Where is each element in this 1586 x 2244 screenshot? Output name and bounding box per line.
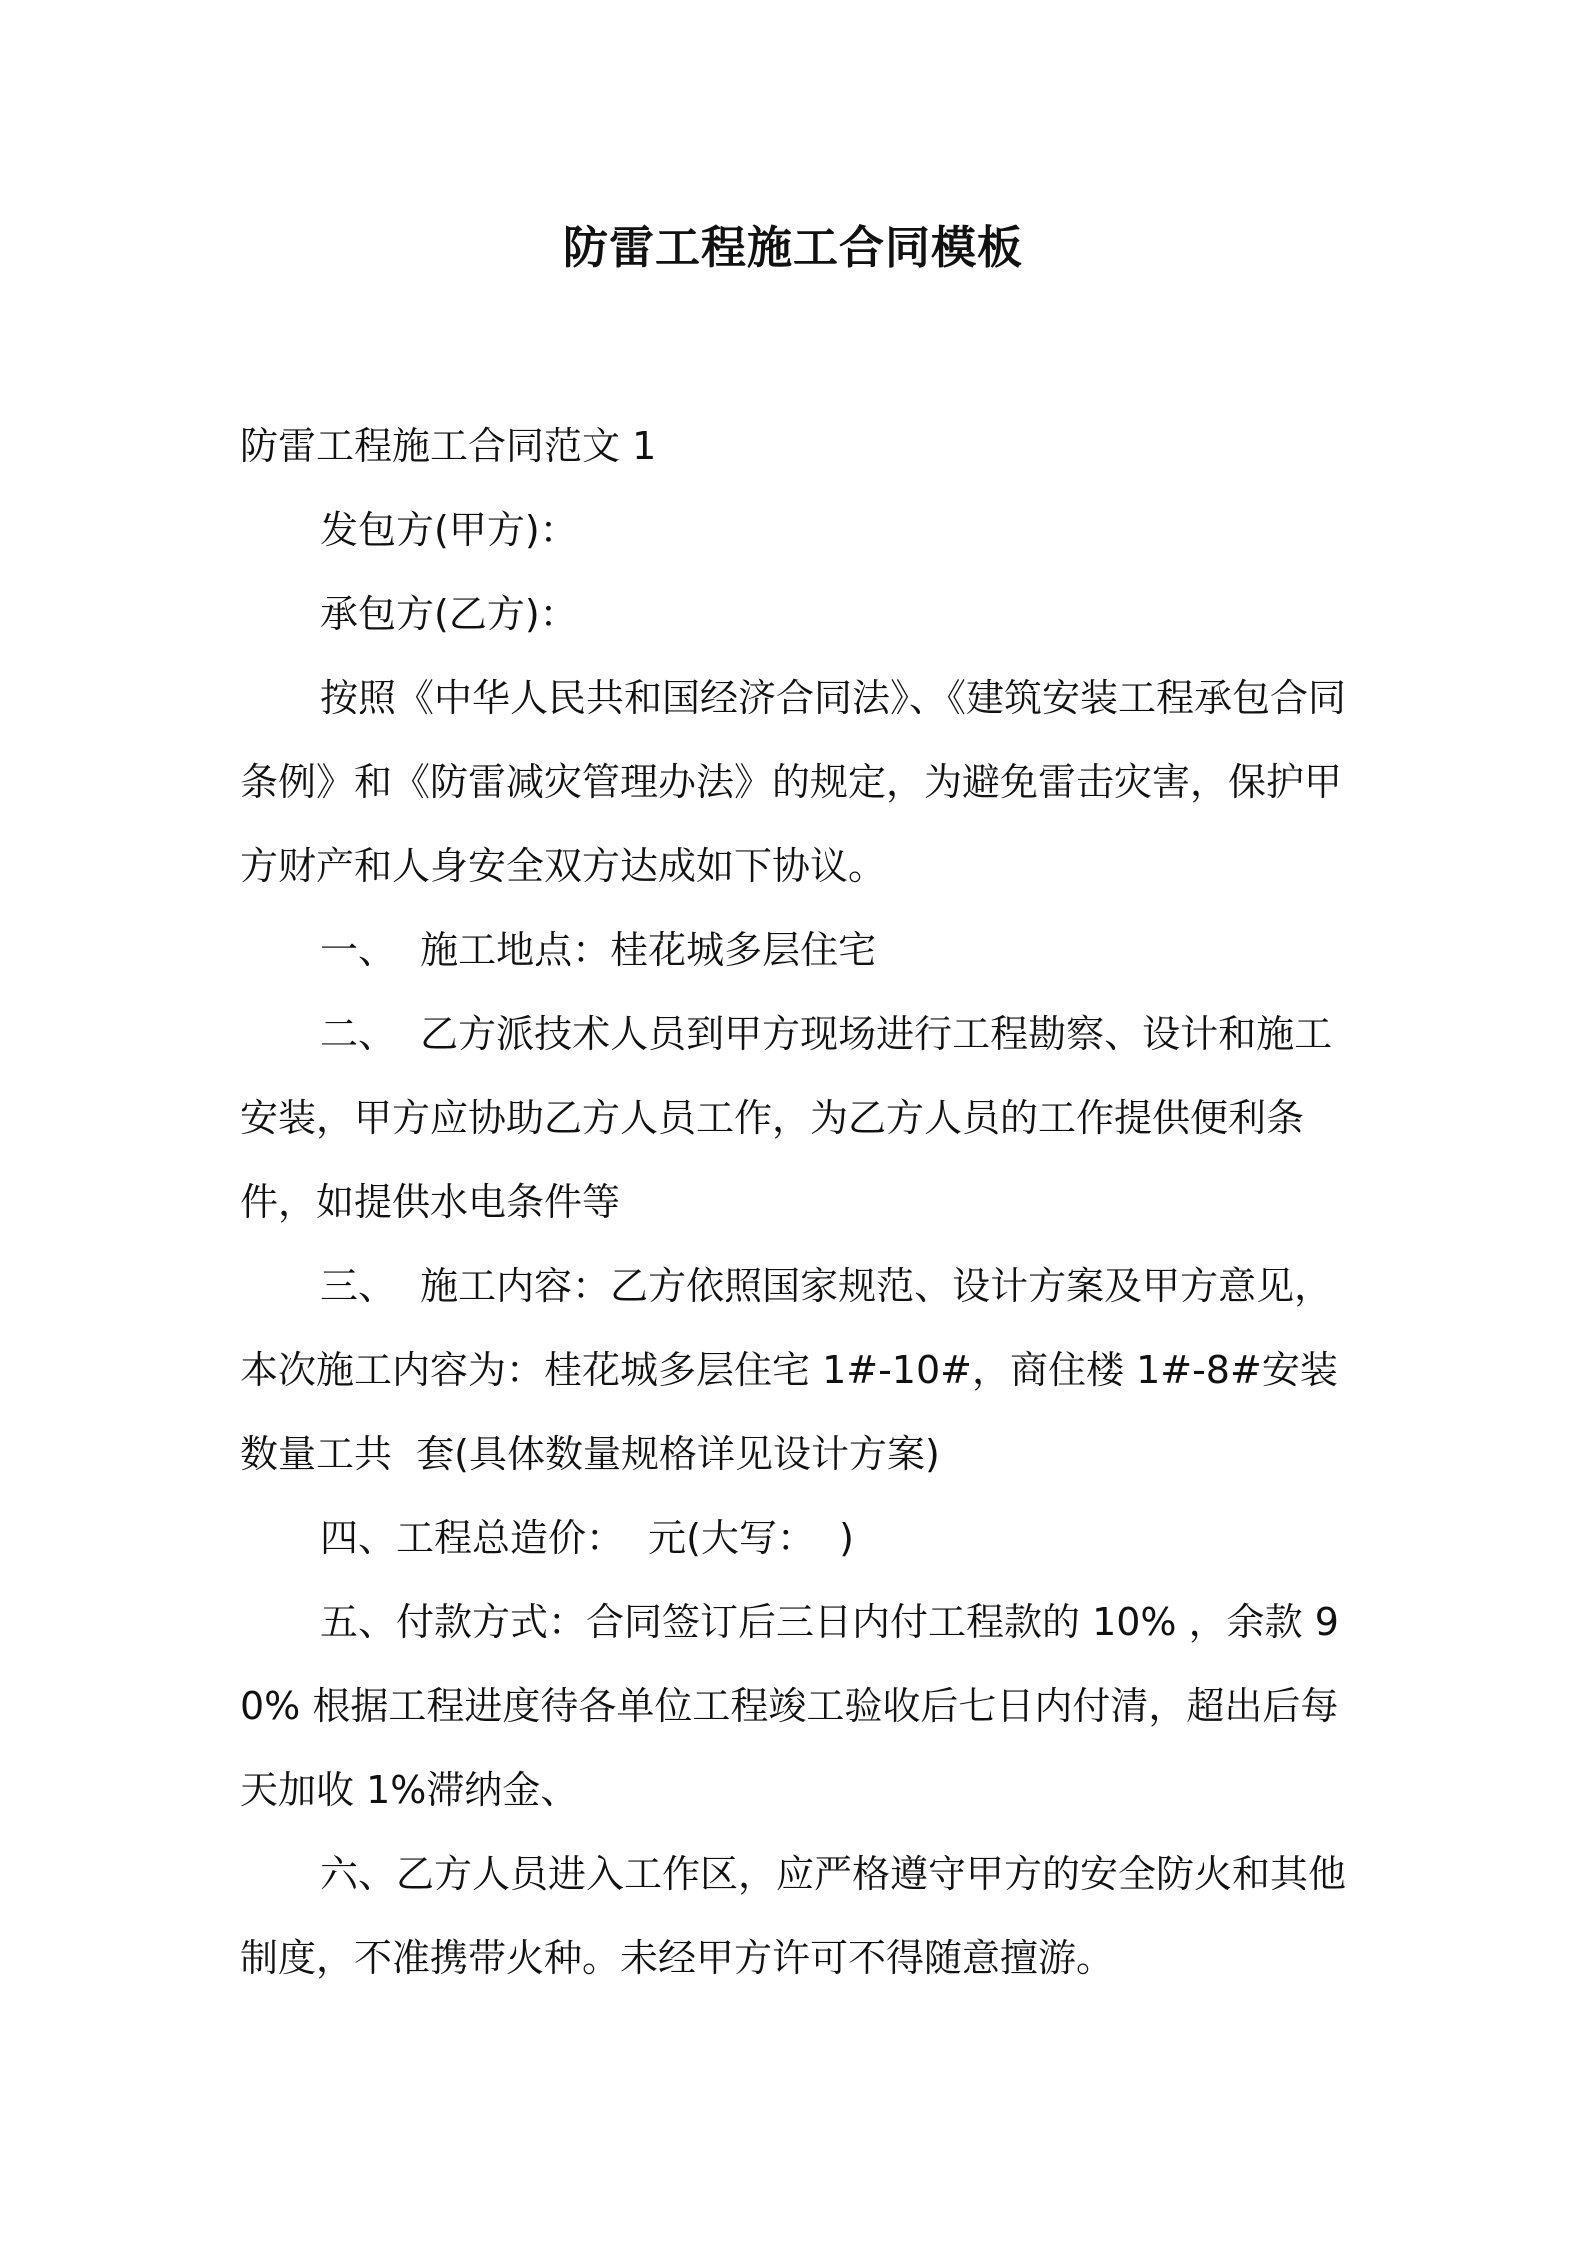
paragraph-clause-6: 六、乙方人员进入工作区，应严格遵守甲方的安全防火和其他制度，不准携带火种。未经甲方许可不得随意擅游。 [240,1852,1347,1980]
document-body [240,404,1356,2000]
paragraph-party-a: 发包方(甲方)： [320,508,578,552]
paragraph-clause-2: 二、 乙方派技术人员到甲方现场进行工程勘察、设计和施工安装，甲方应协助乙方人员工作，为乙方人员的工作提供便利条件，如提供水电条件等 [240,1012,1333,1224]
paragraph-clause-3: 三、 施工内容：乙方依照国家规范、设计方案及甲方意见，本次施工内容为：桂花城多层住宅 1#-10#，商住楼 1#-8#安装数量工共 套(具体数量规格详见设计方案) [240,1264,1338,1476]
paragraph-heading: 防雷工程施工合同范文 1 [240,424,657,468]
paragraph-clause-4: 四、工程总造价： 元(大写： ) [320,1516,854,1560]
paragraph-clause-5: 五、付款方式：合同签订后三日内付工程款的 10% ，余款 90% 根据工程进度待各单位工程竣工验收后七日内付清，超出后每天加收 1%滞纳金、 [240,1600,1339,1812]
paragraph-clause-1: 一、 施工地点：桂花城多层住宅 [320,928,877,972]
paragraph-preamble: 按照《中华人民共和国经济合同法》、《建筑安装工程承包合同条例》和《防雷减灾管理办法》的规定，为避免雷击灾害，保护甲方财产和人身安全双方达成如下协议。 [240,676,1347,888]
document-title: 防雷工程施工合同模板 [562,221,1023,274]
paragraph-party-b: 承包方(乙方)： [320,592,578,636]
